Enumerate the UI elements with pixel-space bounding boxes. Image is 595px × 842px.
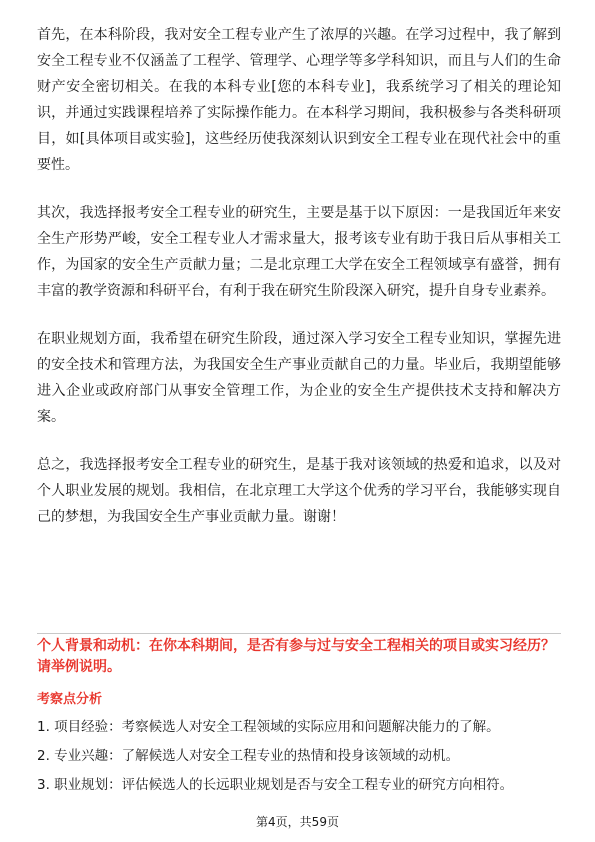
section-divider	[37, 633, 561, 634]
page-footer: 第4页，共59页	[256, 815, 339, 829]
interview-question: 个人背景和动机：在你本科期间，是否有参与过与安全工程相关的项目或实习经历？请举例说明。	[37, 638, 555, 675]
analysis-point-2: 2. 专业兴趣：了解候选人对安全工程专业的热情和投身该领域的动机。	[37, 748, 460, 764]
answer-paragraph-4: 总之，我选择报考安全工程专业的研究生，是基于我对该领域的热爱和追求，以及对个人职业发展的规划。我相信，在北京理工大学这个优秀的学习平台，我能够实现自己的梦想，为我国安全生产事业贡献力量。谢谢！	[37, 457, 561, 525]
analysis-point-3: 3. 职业规划：评估候选人的长远职业规划是否与安全工程专业的研究方向相符。	[37, 777, 514, 793]
analysis-point-1: 1. 项目经验：考察候选人对安全工程领域的实际应用和问题解决能力的了解。	[37, 719, 500, 735]
answer-paragraph-1: 首先，在本科阶段，我对安全工程专业产生了浓厚的兴趣。在学习过程中，我了解到安全工程专业不仅涵盖了工程学、管理学、心理学等多学科知识，而且与人们的生命财产安全密切相关。在我的本科专业[您的本科专业]，我系统学习了相关的理论知识，并通过实践课程培养了实际操作能力。在本科学习期间，我积极参与各类科研项目，如[具体项目或实验]，这些经历使我深刻认识到安全工程专业在现代社会中的重要性。	[37, 27, 561, 173]
analysis-list	[37, 717, 561, 804]
answer-paragraph-3: 在职业规划方面，我希望在研究生阶段，通过深入学习安全工程专业知识，掌握先进的安全技术和管理方法，为我国安全生产事业贡献自己的力量。毕业后，我期望能够进入企业或政府部门从事安全管理工作，为企业的安全生产提供技术支持和解决方案。	[37, 331, 561, 425]
analysis-title: 考察点分析	[37, 692, 103, 707]
answer-body	[37, 22, 561, 530]
answer-paragraph-2: 其次，我选择报考安全工程专业的研究生，主要是基于以下原因：一是我国近年来安全生产形势严峻，安全工程专业人才需求量大，报考该专业有助于我日后从事相关工作，为国家的安全生产贡献力量；二是北京理工大学在安全工程领域享有盛誉，拥有丰富的教学资源和科研平台，有利于我在研究生阶段深入研究，提升自身专业素养。	[37, 205, 561, 299]
